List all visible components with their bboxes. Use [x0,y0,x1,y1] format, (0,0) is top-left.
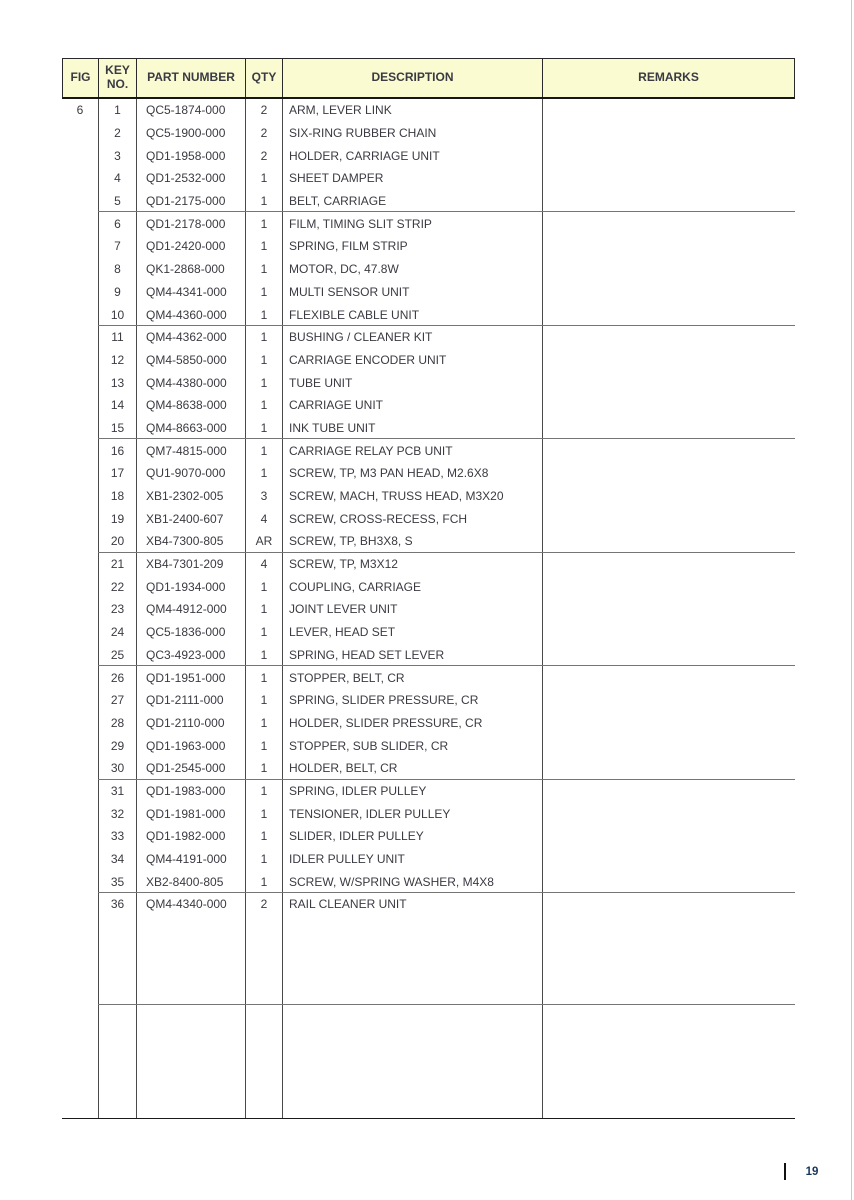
cell-description: COUPLING, CARRIAGE [282,575,542,598]
table-row-group [62,553,795,666]
table-row [62,281,795,304]
cell-description: SCREW, TP, M3X12 [282,553,542,576]
cell-qty: 1 [245,394,282,417]
page-edge-line [851,0,852,1200]
cell-remarks [542,235,795,258]
cell-description: MOTOR, DC, 47.8W [282,258,542,281]
cell-fig [62,893,98,916]
table-empty-section [62,1005,795,1118]
cell-description: STOPPER, SUB SLIDER, CR [282,734,542,757]
cell-key-no: 8 [98,258,136,281]
cell-qty: 1 [245,303,282,326]
cell-qty: 1 [245,190,282,213]
cell-description: RAIL CLEANER UNIT [282,893,542,916]
cell-remarks [542,462,795,485]
cell-remarks [542,825,795,848]
cell-remarks [542,598,795,621]
cell-fig [62,848,98,871]
cell-description: ARM, LEVER LINK [282,99,542,122]
table-row [62,326,795,349]
cell-fig [62,303,98,326]
cell-qty: 1 [245,212,282,235]
cell-qty: 2 [245,122,282,145]
table-row [62,462,795,485]
cell-part-number: QD1-2111-000 [136,689,245,712]
cell-fig [62,575,98,598]
table-row [62,303,795,326]
cell-key-no: 24 [98,621,136,644]
table-row [62,144,795,167]
cell-fig [62,439,98,462]
cell-part-number: QM4-4341-000 [136,281,245,304]
table-row [62,394,795,417]
table-row [62,371,795,394]
table-row-group [62,99,795,212]
cell-remarks [542,689,795,712]
cell-fig [62,530,98,553]
cell-key-no: 31 [98,780,136,803]
cell-key-no [98,916,136,1005]
cell-qty: 1 [245,802,282,825]
cell-description: TUBE UNIT [282,371,542,394]
cell-qty: 1 [245,349,282,372]
cell-fig [62,167,98,190]
cell-qty: 1 [245,666,282,689]
table-row [62,870,795,893]
cell-fig [62,621,98,644]
cell-key-no: 10 [98,303,136,326]
table-row [62,235,795,258]
cell-description: FILM, TIMING SLIT STRIP [282,212,542,235]
cell-part-number: QC5-1900-000 [136,122,245,145]
cell-key-no [98,1005,136,1118]
cell-key-no: 33 [98,825,136,848]
cell-fig [62,326,98,349]
cell-remarks [542,666,795,689]
cell-description: STOPPER, BELT, CR [282,666,542,689]
cell-fig [62,462,98,485]
cell-fig [62,644,98,667]
cell-remarks [542,371,795,394]
cell-part-number: QM4-5850-000 [136,349,245,372]
cell-description: INK TUBE UNIT [282,417,542,440]
table-row [62,575,795,598]
table-row [62,439,795,462]
table-row [62,167,795,190]
cell-qty: 1 [245,598,282,621]
cell-qty: 1 [245,439,282,462]
cell-part-number: QD1-1963-000 [136,734,245,757]
cell-description [282,916,542,1005]
cell-qty: 1 [245,757,282,780]
cell-part-number: QM4-4912-000 [136,598,245,621]
cell-description: SPRING, HEAD SET LEVER [282,644,542,667]
cell-key-no: 22 [98,575,136,598]
cell-description: SPRING, SLIDER PRESSURE, CR [282,689,542,712]
cell-key-no: 5 [98,190,136,213]
cell-remarks [542,303,795,326]
cell-remarks [542,417,795,440]
footer-separator-bar [784,1163,786,1180]
page-number: 19 [805,1166,819,1178]
cell-description: SCREW, CROSS-RECESS, FCH [282,507,542,530]
cell-remarks [542,553,795,576]
cell-part-number: QD1-2178-000 [136,212,245,235]
cell-qty: 1 [245,462,282,485]
cell-key-no: 19 [98,507,136,530]
cell-key-no: 15 [98,417,136,440]
cell-fig [62,235,98,258]
table-row-group [62,780,795,893]
cell-fig: 6 [76,103,84,118]
cell-remarks [542,870,795,893]
cell-key-no: 9 [98,281,136,304]
cell-remarks [542,212,795,235]
cell-key-no: 23 [98,598,136,621]
cell-remarks [542,893,795,916]
cell-key-no: 12 [98,349,136,372]
cell-qty [245,1005,282,1118]
cell-fig [62,190,98,213]
cell-part-number: XB1-2400-607 [136,507,245,530]
cell-remarks [542,734,795,757]
cell-remarks [542,281,795,304]
cell-key-no: 36 [98,893,136,916]
cell-key-no: 16 [98,439,136,462]
cell-key-no: 1 [98,99,136,122]
cell-description: HOLDER, BELT, CR [282,757,542,780]
cell-description: SPRING, FILM STRIP [282,235,542,258]
cell-qty: 2 [245,144,282,167]
cell-part-number: QM4-4360-000 [136,303,245,326]
cell-part-number: QM7-4815-000 [136,439,245,462]
cell-fig [62,485,98,508]
cell-remarks [542,575,795,598]
column-header-key-no: KEY NO. [98,59,136,97]
cell-fig [62,825,98,848]
table-row [62,780,795,803]
cell-key-no: 26 [98,666,136,689]
cell-key-no: 27 [98,689,136,712]
cell-key-no: 20 [98,530,136,553]
cell-key-no: 7 [98,235,136,258]
cell-description: MULTI SENSOR UNIT [282,281,542,304]
cell-description: HOLDER, SLIDER PRESSURE, CR [282,712,542,735]
cell-part-number: QK1-2868-000 [136,258,245,281]
table-row [62,258,795,281]
cell-description: LEVER, HEAD SET [282,621,542,644]
cell-description: BELT, CARRIAGE [282,190,542,213]
cell-qty: 1 [245,371,282,394]
cell-qty: 1 [245,644,282,667]
cell-remarks [542,802,795,825]
cell-description [282,1005,542,1118]
cell-key-no: 3 [98,144,136,167]
cell-qty: 2 [245,893,282,916]
cell-key-no: 25 [98,644,136,667]
cell-remarks [542,644,795,667]
table-body [62,99,795,1118]
table-row-group [62,439,795,552]
cell-description: SHEET DAMPER [282,167,542,190]
table-header-row [62,58,795,99]
cell-description: CARRIAGE RELAY PCB UNIT [282,439,542,462]
cell-qty: 2 [245,99,282,122]
cell-description: CARRIAGE UNIT [282,394,542,417]
parts-table [62,58,795,1119]
cell-fig [62,870,98,893]
cell-description: JOINT LEVER UNIT [282,598,542,621]
cell-part-number: QD1-2532-000 [136,167,245,190]
cell-qty: 1 [245,712,282,735]
cell-part-number: XB4-7301-209 [136,553,245,576]
table-row [62,507,795,530]
cell-part-number: QD1-1981-000 [136,802,245,825]
cell-remarks [542,507,795,530]
cell-qty [245,916,282,1005]
cell-key-no: 29 [98,734,136,757]
cell-key-no: 21 [98,553,136,576]
cell-remarks [542,190,795,213]
table-row [62,893,795,916]
cell-remarks [542,530,795,553]
cell-fig [62,1005,98,1118]
cell-part-number: QM4-8663-000 [136,417,245,440]
cell-description: SLIDER, IDLER PULLEY [282,825,542,848]
cell-key-no: 28 [98,712,136,735]
cell-remarks [542,621,795,644]
table-bottom-border [62,1118,795,1119]
cell-part-number: QU1-9070-000 [136,462,245,485]
cell-fig [62,780,98,803]
table-row [62,99,795,122]
cell-fig [62,689,98,712]
cell-qty: 1 [245,734,282,757]
table-row [62,212,795,235]
cell-fig [62,371,98,394]
cell-part-number: QM4-4380-000 [136,371,245,394]
cell-part-number: QD1-1951-000 [136,666,245,689]
cell-qty: 1 [245,167,282,190]
cell-qty: 1 [245,417,282,440]
cell-remarks [542,439,795,462]
cell-part-number: XB1-2302-005 [136,485,245,508]
table-row-group [62,893,795,1005]
cell-fig [62,553,98,576]
cell-fig [62,144,98,167]
cell-key-no: 35 [98,870,136,893]
table-row [62,190,795,213]
cell-remarks [542,167,795,190]
cell-remarks [542,485,795,508]
cell-part-number [136,1005,245,1118]
cell-key-no: 11 [98,326,136,349]
cell-part-number: QC5-1874-000 [136,99,245,122]
table-row [62,122,795,145]
cell-qty: 1 [245,326,282,349]
table-row [62,644,795,667]
cell-part-number: QM4-8638-000 [136,394,245,417]
table-row [62,417,795,440]
cell-part-number: QD1-1934-000 [136,575,245,598]
cell-key-no: 13 [98,371,136,394]
cell-qty: 1 [245,621,282,644]
cell-part-number: QD1-2420-000 [136,235,245,258]
cell-part-number: QD1-1982-000 [136,825,245,848]
table-filler-row [62,916,795,1005]
cell-qty: AR [245,530,282,553]
cell-key-no: 32 [98,802,136,825]
table-row [62,689,795,712]
cell-description: HOLDER, CARRIAGE UNIT [282,144,542,167]
cell-key-no: 34 [98,848,136,871]
cell-remarks [542,757,795,780]
cell-key-no: 2 [98,122,136,145]
table-row [62,621,795,644]
cell-fig [62,598,98,621]
cell-part-number: QC5-1836-000 [136,621,245,644]
table-row [62,825,795,848]
cell-remarks [542,99,795,122]
cell-qty: 1 [245,870,282,893]
cell-part-number: QD1-2545-000 [136,757,245,780]
table-row [62,485,795,508]
cell-qty: 1 [245,281,282,304]
table-row [62,666,795,689]
table-row [62,530,795,553]
cell-fig [62,212,98,235]
cell-description: SCREW, TP, M3 PAN HEAD, M2.6X8 [282,462,542,485]
cell-description: SPRING, IDLER PULLEY [282,780,542,803]
cell-fig [62,258,98,281]
cell-description: TENSIONER, IDLER PULLEY [282,802,542,825]
cell-qty: 4 [245,507,282,530]
cell-fig [62,394,98,417]
table-row-group [62,666,795,779]
cell-qty: 4 [245,553,282,576]
table-filler-row [62,1005,795,1118]
cell-remarks [542,122,795,145]
cell-part-number [136,916,245,1005]
cell-key-no: 6 [98,212,136,235]
table-row [62,848,795,871]
cell-key-no: 30 [98,757,136,780]
cell-fig [62,507,98,530]
column-header-qty: QTY [245,59,282,97]
cell-part-number: QM4-4340-000 [136,893,245,916]
cell-fig [62,666,98,689]
cell-remarks [542,780,795,803]
cell-qty: 1 [245,689,282,712]
cell-fig [62,734,98,757]
cell-key-no: 17 [98,462,136,485]
cell-part-number: XB2-8400-805 [136,870,245,893]
cell-description: SCREW, MACH, TRUSS HEAD, M3X20 [282,485,542,508]
column-header-description: DESCRIPTION [282,59,542,97]
cell-description: SIX-RING RUBBER CHAIN [282,122,542,145]
cell-part-number: QM4-4362-000 [136,326,245,349]
table-row [62,598,795,621]
cell-qty: 1 [245,235,282,258]
cell-part-number: QM4-4191-000 [136,848,245,871]
cell-qty: 1 [245,258,282,281]
cell-part-number: QD1-2110-000 [136,712,245,735]
cell-qty: 1 [245,848,282,871]
cell-part-number: QD1-2175-000 [136,190,245,213]
cell-fig [62,757,98,780]
cell-fig [62,712,98,735]
table-row-group [62,212,795,325]
cell-fig [62,122,98,145]
cell-description: BUSHING / CLEANER KIT [282,326,542,349]
cell-fig [62,417,98,440]
cell-part-number: QC3-4923-000 [136,644,245,667]
cell-remarks [542,848,795,871]
cell-fig [62,281,98,304]
cell-part-number: XB4-7300-805 [136,530,245,553]
table-row [62,553,795,576]
table-row [62,349,795,372]
cell-description: FLEXIBLE CABLE UNIT [282,303,542,326]
table-row [62,757,795,780]
cell-fig [62,802,98,825]
cell-remarks [542,258,795,281]
cell-remarks [542,394,795,417]
cell-remarks [542,1005,795,1118]
table-row [62,712,795,735]
cell-fig [62,349,98,372]
cell-description: IDLER PULLEY UNIT [282,848,542,871]
cell-part-number: QD1-1958-000 [136,144,245,167]
table-row-group [62,326,795,439]
cell-description: CARRIAGE ENCODER UNIT [282,349,542,372]
cell-qty: 1 [245,825,282,848]
cell-description: SCREW, W/SPRING WASHER, M4X8 [282,870,542,893]
cell-fig [62,916,98,1005]
cell-key-no: 18 [98,485,136,508]
cell-remarks [542,326,795,349]
cell-key-no: 4 [98,167,136,190]
table-row [62,802,795,825]
cell-key-no: 14 [98,394,136,417]
column-header-fig: FIG [70,70,91,85]
cell-part-number: QD1-1983-000 [136,780,245,803]
column-header-part-number: PART NUMBER [136,59,245,97]
column-header-remarks: REMARKS [542,59,794,97]
cell-description: SCREW, TP, BH3X8, S [282,530,542,553]
cell-qty: 1 [245,575,282,598]
cell-remarks [542,712,795,735]
cell-remarks [542,349,795,372]
cell-qty: 1 [245,780,282,803]
cell-qty: 3 [245,485,282,508]
cell-remarks [542,916,795,1005]
table-row [62,734,795,757]
cell-remarks [542,144,795,167]
